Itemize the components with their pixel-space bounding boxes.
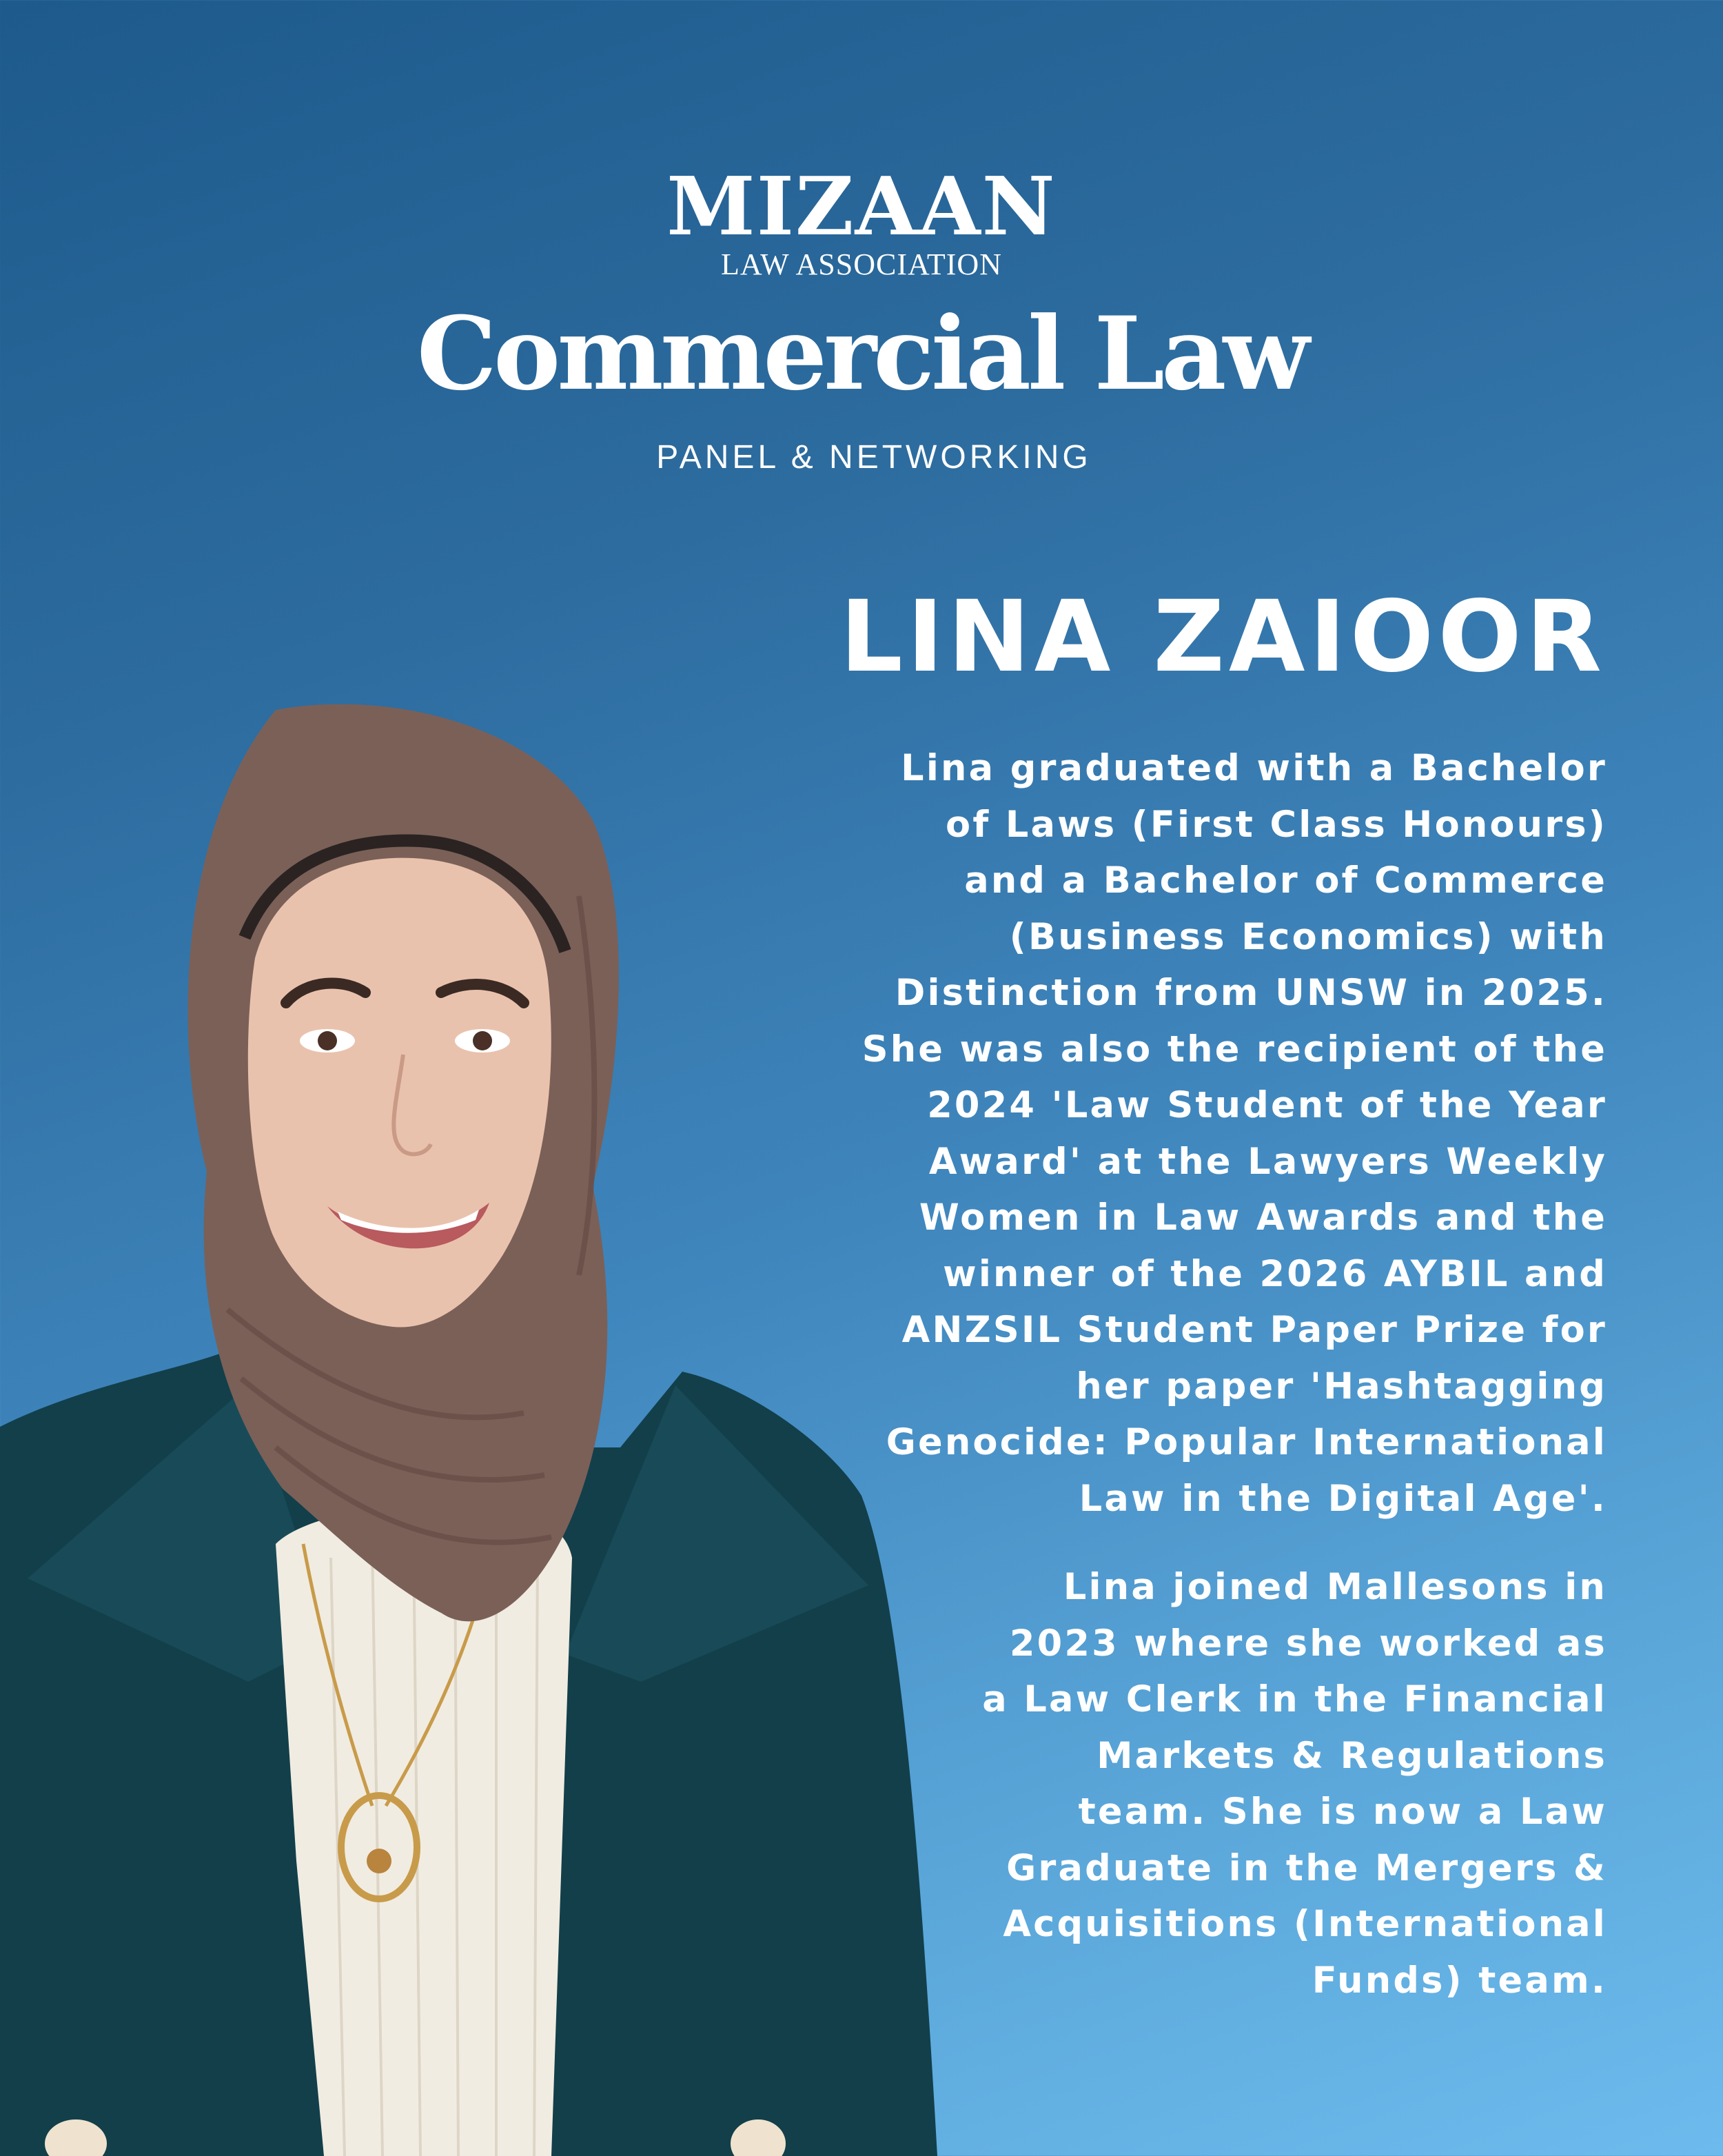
bio-line: winner of the 2026 AYBIL and — [943, 1252, 1607, 1295]
bio-line: a Law Clerk in the Financial — [982, 1678, 1607, 1720]
bio-line: of Laws (First Class Honours) — [946, 803, 1607, 846]
bio-line: (Business Economics) with — [1009, 915, 1607, 958]
event-subtitle: PANEL & NETWORKING — [656, 439, 1092, 476]
event-title: Commercial Law — [416, 295, 1307, 413]
bio-line: ANZSIL Student Paper Prize for — [901, 1309, 1607, 1351]
logo-wordmark: MIZAAN — [666, 160, 1057, 254]
bio-line: Lina joined Mallesons in — [1063, 1566, 1607, 1608]
association-logo — [0, 160, 1723, 281]
speaker-photo — [0, 696, 965, 2156]
bio-line: team. She is now a Law — [1078, 1791, 1607, 1833]
bio-line: 2024 'Law Student of the Year — [927, 1084, 1607, 1126]
bio-line: Genocide: Popular International — [886, 1421, 1607, 1463]
bio-line: Markets & Regulations — [1097, 1734, 1607, 1777]
speaker-name: LINA ZAIOOR — [839, 579, 1606, 694]
bio-line: Acquisitions (International — [1003, 1903, 1607, 1945]
bio-line: her paper 'Hashtagging — [1076, 1365, 1607, 1407]
bio-line: Law in the Digital Age'. — [1079, 1477, 1607, 1520]
bio-line: Women in Law Awards and the — [919, 1197, 1607, 1239]
bio-line: She was also the recipient of the — [862, 1028, 1607, 1070]
logo-subtitle: LAW ASSOCIATION — [721, 247, 1002, 281]
bio-line: Lina graduated with a Bachelor — [901, 747, 1607, 789]
bio-line: Award' at the Lawyers Weekly — [928, 1140, 1607, 1183]
bio-line: Funds) team. — [1312, 1959, 1607, 2002]
bio-line: Graduate in the Mergers & — [1006, 1847, 1607, 1889]
bio-line: 2023 where she worked as — [1009, 1622, 1607, 1665]
bio-line: and a Bachelor of Commerce — [964, 860, 1607, 902]
bio-line: Distinction from UNSW in 2025. — [895, 972, 1607, 1014]
